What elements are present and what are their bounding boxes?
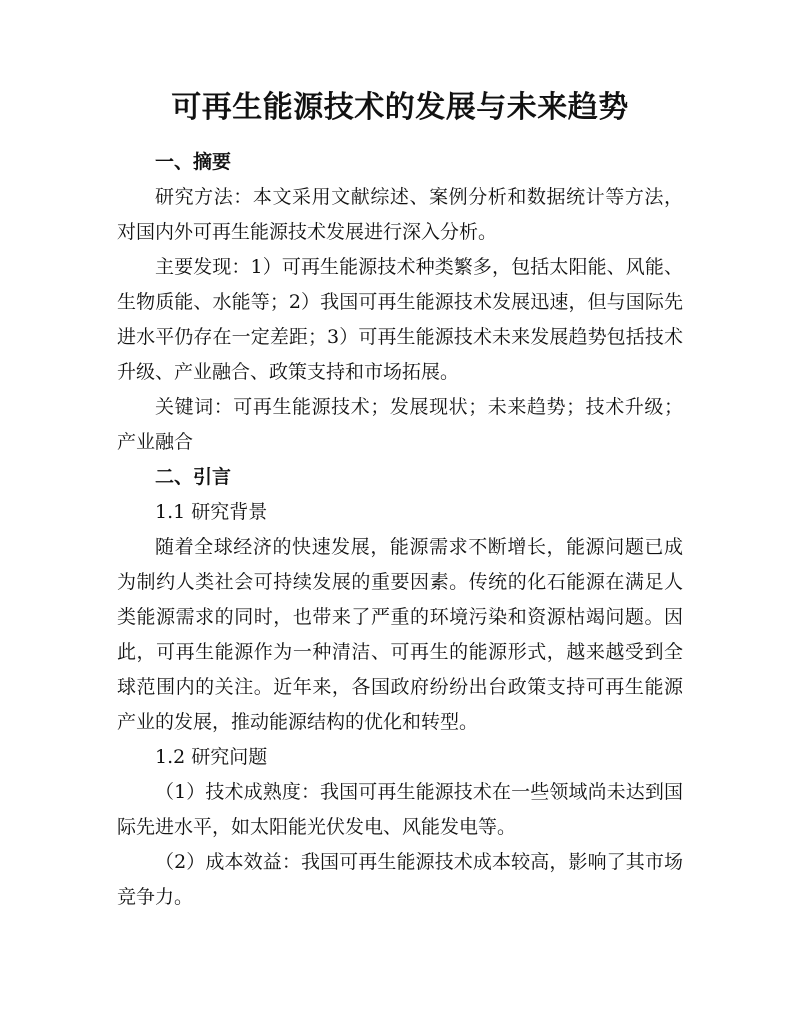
intro-heading: 二、引言	[155, 466, 232, 488]
questions-heading: 1.2 研究问题	[155, 746, 268, 768]
question-2-paragraph: （2）成本效益：我国可再生能源技术成本较高，影响了其市场竞争力。	[117, 851, 683, 908]
background-paragraph: 随着全球经济的快速发展，能源需求不断增长，能源问题已成为制约人类社会可持续发展的重要因素。传统的化石能源在满足人类能源需求的同时，也带来了严重的环境污染和资源枯竭问题。因此，可再生能源作为一种清洁、可再生的能源形式，越来越受到全球范围内的关注。近年来，各国政府纷纷出台政策支持可再生能源产业的发展，推动能源结构的优化和转型。	[117, 536, 683, 733]
findings-paragraph: 主要发现：1）可再生能源技术种类繁多，包括太阳能、风能、生物质能、水能等；2）我国可再生能源技术发展迅速，但与国际先进水平仍存在一定差距；3）可再生能源技术未来发展趋势包括技术升级、产业融合、政策支持和市场拓展。	[117, 256, 683, 383]
document-body	[117, 145, 683, 915]
question-1-paragraph: （1）技术成熟度：我国可再生能源技术在一些领域尚未达到国际先进水平，如太阳能光伏发电、风能发电等。	[117, 781, 683, 838]
background-heading: 1.1 研究背景	[155, 501, 268, 523]
document-title: 可再生能源技术的发展与未来趋势	[171, 90, 629, 125]
abstract-heading: 一、摘要	[155, 151, 232, 173]
methods-paragraph: 研究方法：本文采用文献综述、案例分析和数据统计等方法，对国内外可再生能源技术发展进行深入分析。	[117, 186, 683, 243]
keywords-paragraph: 关键词：可再生能源技术；发展现状；未来趋势；技术升级；产业融合	[117, 396, 683, 453]
